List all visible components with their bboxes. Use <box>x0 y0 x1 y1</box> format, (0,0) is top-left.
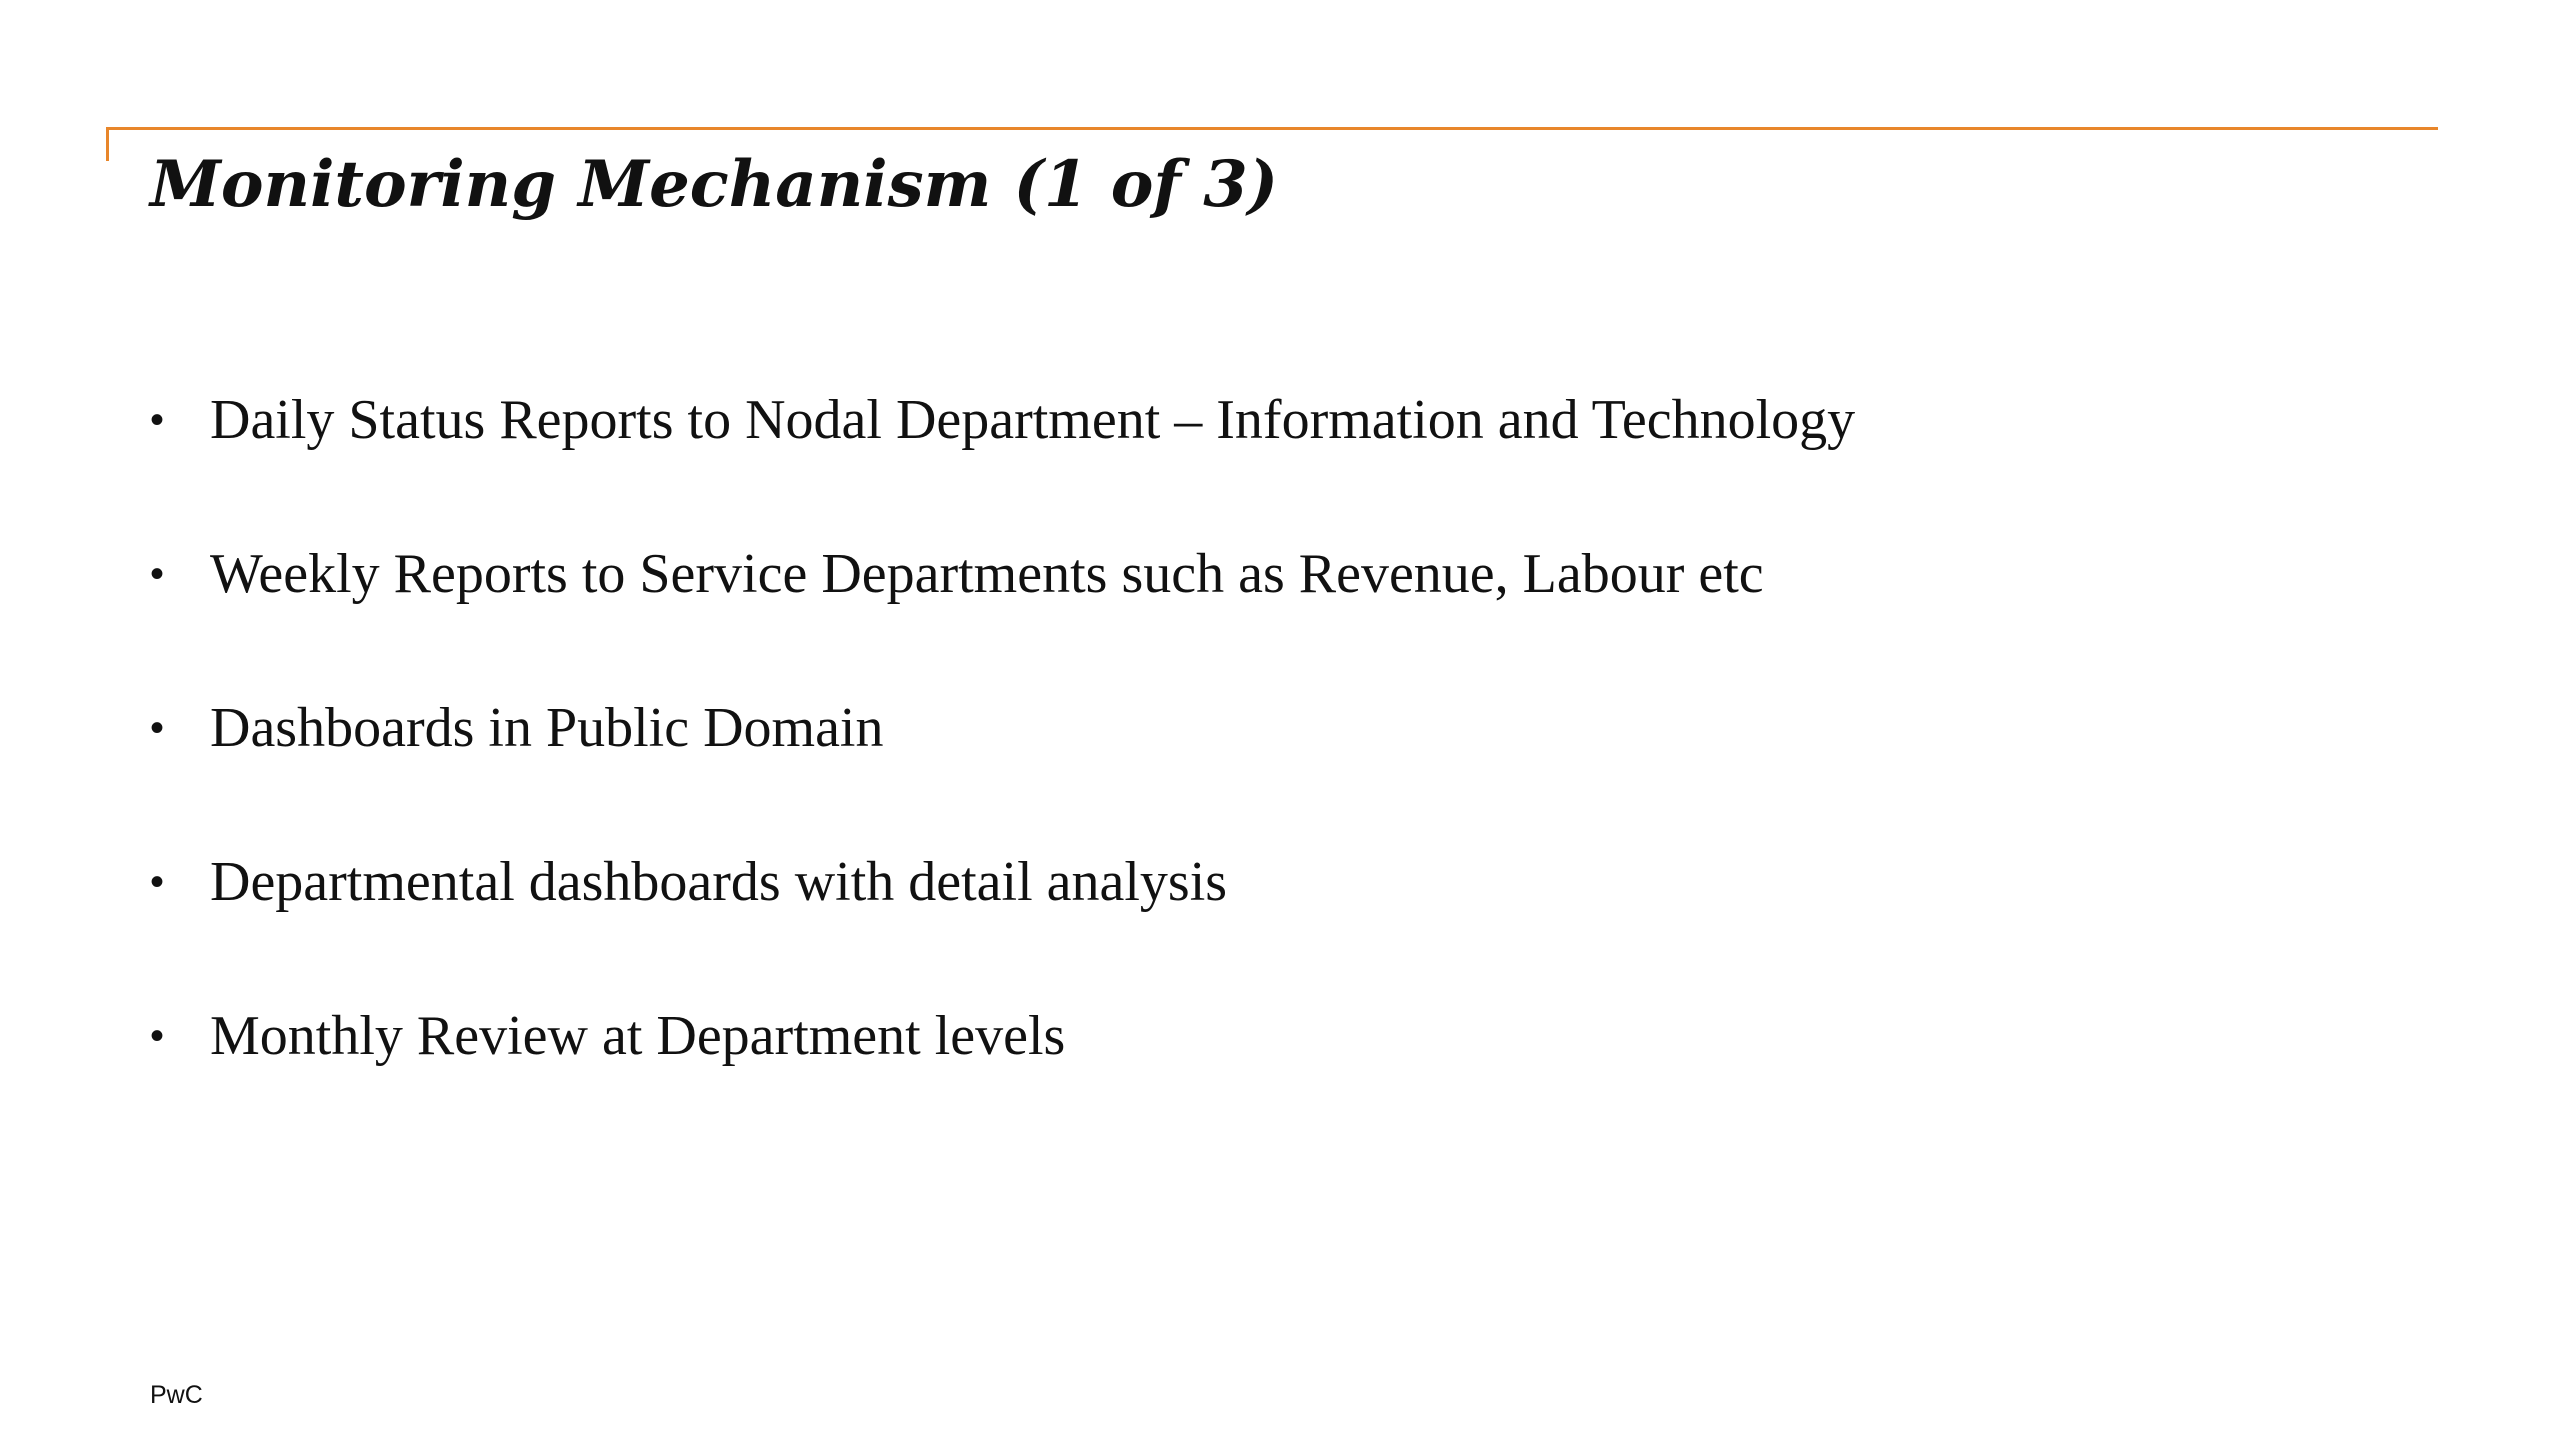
bullet-item <box>150 370 1855 524</box>
bullet-dot-icon: • <box>150 1014 165 1058</box>
bullet-text: Departmental dashboards with detail analysis <box>210 851 1228 913</box>
bullet-item <box>150 678 1855 832</box>
title-accent-line <box>106 127 2438 130</box>
bullet-text: Monthly Review at Department levels <box>210 1005 1066 1067</box>
bullet-dot-icon: • <box>150 398 165 442</box>
bullet-dot-icon: • <box>150 860 165 904</box>
bullet-item <box>150 832 1855 986</box>
bullet-dot-icon: • <box>150 706 165 750</box>
title-accent-tick <box>106 127 109 161</box>
bullet-item <box>150 986 1855 1140</box>
bullet-text: Daily Status Reports to Nodal Department – Information and Technology <box>210 389 1856 451</box>
bullet-dot-icon: • <box>150 552 165 596</box>
bullet-text: Dashboards in Public Domain <box>210 697 884 759</box>
bullet-list <box>150 370 1855 1140</box>
bullet-text: Weekly Reports to Service Departments such as Revenue, Labour etc <box>210 543 1764 605</box>
footer-label: PwC <box>150 1381 203 1409</box>
bullet-item <box>150 524 1855 678</box>
slide-title: Monitoring Mechanism (1 of 3) <box>150 147 1279 222</box>
